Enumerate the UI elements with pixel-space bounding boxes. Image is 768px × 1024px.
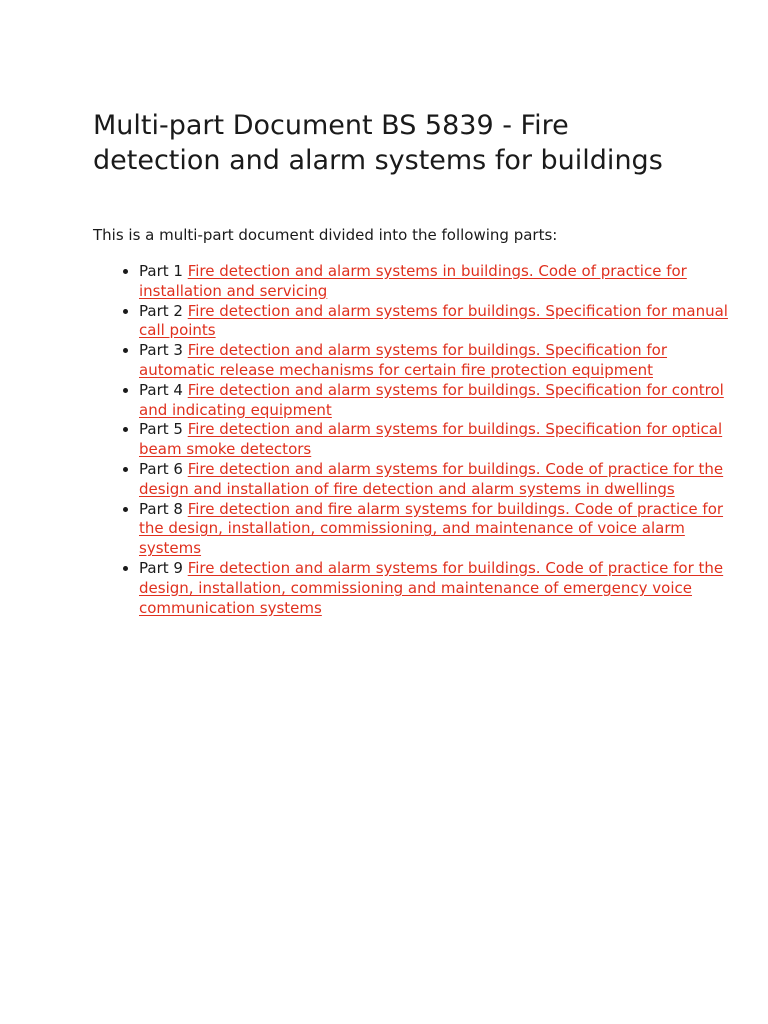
list-item bbox=[139, 341, 729, 381]
list-item bbox=[139, 559, 729, 618]
intro-text: This is a multi-part document divided into the following parts: bbox=[93, 226, 558, 244]
part-label: Part 9 bbox=[139, 558, 183, 577]
part-label: Part 8 bbox=[139, 499, 183, 518]
page-title: Multi-part Document BS 5839 - Fire detection and alarm systems for buildings bbox=[93, 110, 663, 176]
part-6-link[interactable]: Fire detection and alarm systems for buildings. Code of practice for the design and installation of fire detection and alarm systems in dwellings bbox=[139, 459, 724, 498]
list-item bbox=[139, 381, 729, 421]
part-8-link[interactable]: Fire detection and fire alarm systems for buildings. Code of practice for the design, installation, commissioning, and maintenance of voice alarm systems bbox=[139, 499, 724, 558]
part-9-link[interactable]: Fire detection and alarm systems for buildings. Code of practice for the design, installation, commissioning and maintenance of emergency voice communication systems bbox=[139, 558, 724, 617]
part-label: Part 5 bbox=[139, 420, 183, 439]
list-item bbox=[139, 500, 729, 559]
list-item bbox=[139, 262, 729, 302]
parts-list bbox=[93, 262, 729, 618]
part-3-link[interactable]: Fire detection and alarm systems for buildings. Specification for automatic release mechanisms for certain fire protection equipment bbox=[139, 341, 668, 379]
part-5-link[interactable]: Fire detection and alarm systems for buildings. Specification for optical beam smoke detectors bbox=[139, 420, 723, 459]
part-label: Part 6 bbox=[139, 459, 183, 478]
part-2-link[interactable]: Fire detection and alarm systems for buildings. Specification for manual call points bbox=[139, 301, 728, 340]
part-1-link[interactable]: Fire detection and alarm systems in buildings. Code of practice for installation and servicing bbox=[139, 262, 687, 300]
part-label: Part 2 bbox=[139, 301, 183, 320]
list-item bbox=[139, 302, 729, 342]
part-4-link[interactable]: Fire detection and alarm systems for buildings. Specification for control and indicating equipment bbox=[139, 380, 724, 419]
list-item bbox=[139, 460, 729, 500]
part-label: Part 4 bbox=[139, 380, 183, 399]
list-item bbox=[139, 420, 729, 460]
part-label: Part 1 bbox=[139, 262, 183, 280]
part-label: Part 3 bbox=[139, 341, 183, 360]
